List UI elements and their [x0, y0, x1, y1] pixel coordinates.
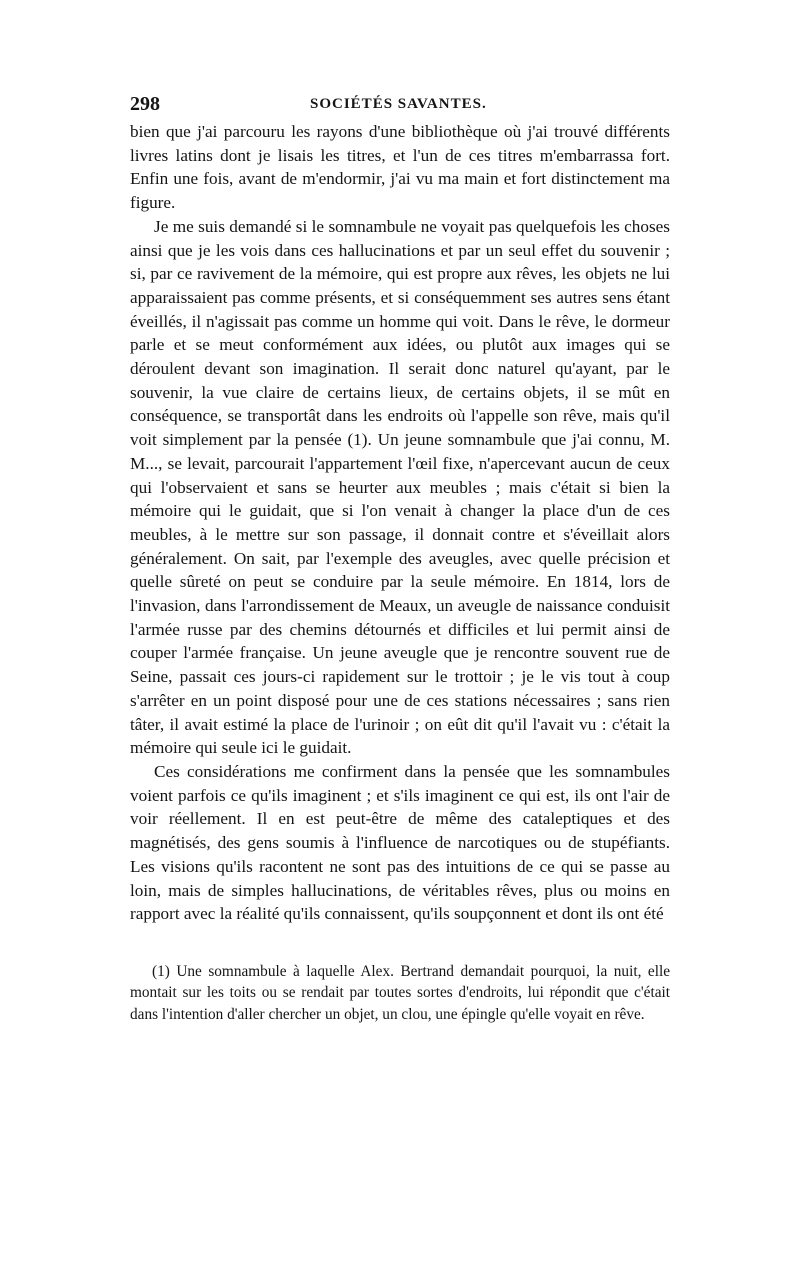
paragraph-somnambule: Je me suis demandé si le somnambule ne voyait pas quelquefois les choses ainsi que je les vois dans ces hallucinations et par un seul effet du souvenir ; si, par ce ravivement de la mémoire, qui est propre aux rêves, les objets ne lui apparaissaient pas comme présents, et si conséquemment ses autres sens étant éveillés, il n'agissait pas comme un homme qui voit. Dans le rêve, le dormeur parle et se meut conformément aux idées, ou plutôt aux images qui se déroulent devant son imagination. Il serait donc naturel qu'ayant, par le souvenir, la vue claire de certains lieux, de certains objets, il se mût en conséquence, se transportât dans les endroits où l'appelle son rêve, mais qu'il voit simplement par la pensée (1). Un jeune somnambule que j'ai connu, M. M..., se levait, parcourait l'appartement l'œil fixe, n'apercevant aucun de ceux qui l'observaient et sans se heurter aux meubles ; mais c'était si bien la mémoire qui le guidait, que si l'on venait à changer la place d'un de ces meubles, à le mettre sur son passage, il donnait contre et s'éveillait alors généralement. On sait, par l'exemple des aveugles, avec quelle précision et quelle sûreté on peut se conduire par la seule mémoire. En 1814, lors de l'invasion, dans l'arrondissement de Meaux, un aveugle de naissance conduisit l'armée russe par des chemins détournés et difficiles et lui permit ainsi de couper l'armée française. Un jeune aveugle que je rencontre souvent rue de Seine, passait ces jours-ci rapidement sur le trottoir ; je le vis tout à coup s'arrêter en un point disposé pour une de ces stations nécessaires ; sans rien tâter, il avait estimé la place de l'urinoir ; on eût dit qu'il l'avait vu : c'était la mémoire qui seule ici le guidait. [130, 216, 670, 758]
paragraph-continuation: bien que j'ai parcouru les rayons d'une bibliothèque où j'ai trouvé différents livres latins dont je lisais les titres, et l'un de ces titres m'embarrassa fort. Enfin une fois, avant de m'endormir, j'ai vu ma main et fort distinctement ma figure. [130, 122, 670, 213]
running-head [130, 90, 670, 118]
page-number: 298 [130, 93, 160, 115]
running-title: SOCIÉTÉS SAVANTES. [310, 96, 487, 112]
body-text [130, 120, 670, 926]
book-page [130, 90, 670, 1025]
paragraph-considerations: Ces considérations me confirment dans la pensée que les somnambules voient parfois ce qu'ils imaginent ; et s'ils imaginent ce qui est, ils ont l'air de voir réellement. Il en est peut-être de même des cataleptiques et des magnétisés, des gens soumis à l'influence de narcotiques ou de stupéfiants. Les visions qu'ils racontent ne sont pas des intuitions de ce qui se passe au loin, mais de simples hallucinations, de véritables rêves, plus ou moins en rapport avec la réalité qu'ils connaissent, qu'ils soupçonnent et dont ils ont été [130, 761, 670, 924]
footnote: (1) Une somnambule à laquelle Alex. Bertrand demandait pourquoi, la nuit, elle montait sur les toits ou se rendait par toutes sortes d'endroits, lui répondit que c'était dans l'intention d'aller chercher un objet, un clou, une épingle qu'elle voyait en rêve. [130, 962, 670, 1023]
